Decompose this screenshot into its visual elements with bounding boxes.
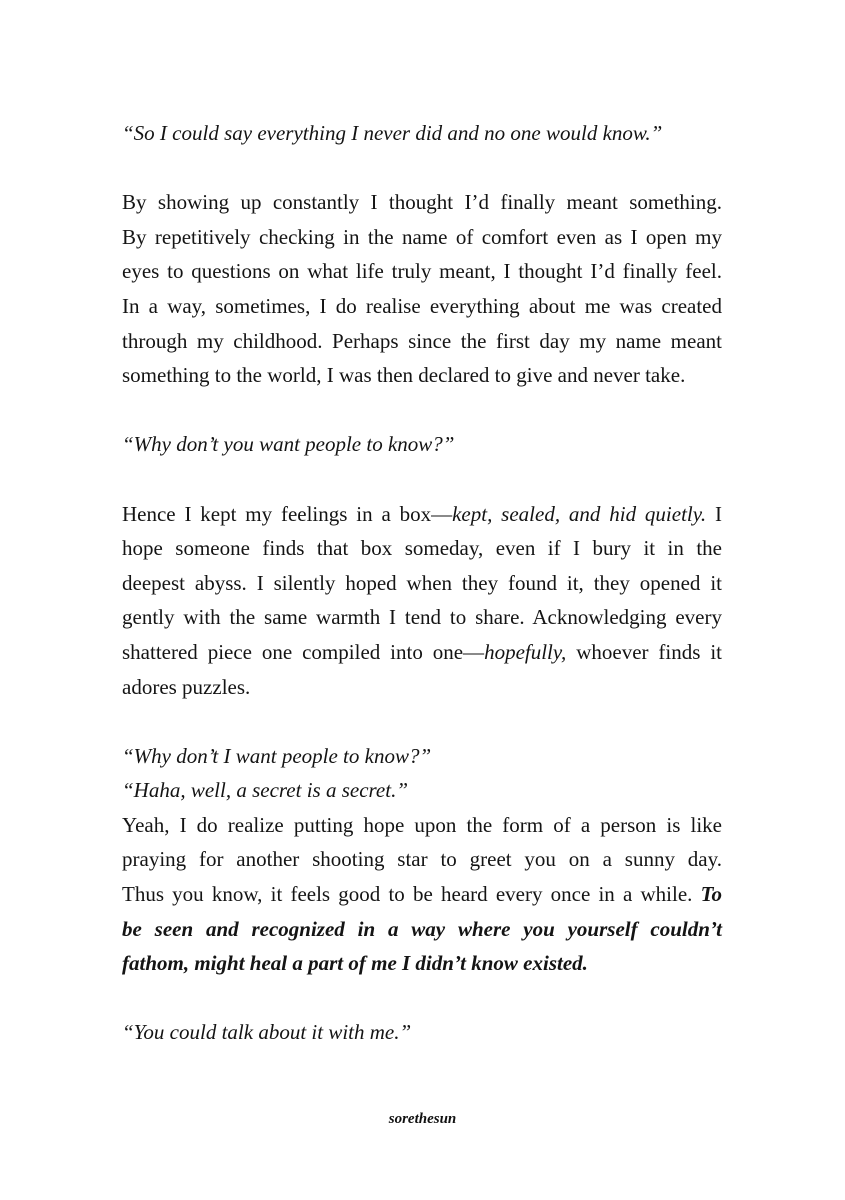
paragraph-line: By repetitively checking in the name of comfort even as I open my — [122, 224, 722, 249]
bold-italic-line: be seen and recognized in a way where you yourself couldn’t — [122, 916, 722, 941]
paragraph-gap — [122, 981, 722, 1016]
quote-line: “So I could say everything I never did and no one would know.” — [122, 121, 663, 145]
quote-line: “Haha, well, a secret is a secret.” — [122, 778, 409, 803]
paragraph-gap — [122, 151, 722, 186]
paragraph-gap — [122, 704, 722, 739]
paragraph-line — [122, 635, 722, 670]
paragraph-line: In a way, sometimes, I do realise everything about me was created — [122, 293, 722, 318]
text-run: I — [706, 501, 722, 526]
paragraph-line: hope someone finds that box someday, even if I bury it in the — [122, 536, 722, 561]
paragraph-line: gently with the same warmth I tend to share. Acknowledging every — [122, 605, 722, 630]
text-run: Thus you know, it feels good to be heard every once in a while. — [122, 882, 701, 907]
paragraph-line: through my childhood. Perhaps since the first day my name meant — [122, 328, 722, 353]
paragraph-line: adores puzzles. — [122, 674, 251, 699]
bold-italic-text-run: To — [700, 882, 722, 907]
quote-line: “Why don’t I want people to know?” — [122, 743, 432, 768]
paragraph-line — [122, 497, 722, 532]
paragraph-gap — [122, 462, 722, 497]
quote-line: “Why don’t you want people to know?” — [122, 432, 455, 457]
italic-text-run: kept, sealed, and hid quietly. — [452, 501, 707, 526]
italic-text-run: hopefully, — [484, 639, 567, 664]
bold-italic-line: fathom, might heal a part of me I didn’t know existed. — [122, 951, 588, 976]
paragraph-gap — [122, 393, 722, 428]
text-run: shattered piece one compiled into one— — [122, 639, 485, 664]
quote-line: “You could talk about it with me.” — [122, 1020, 412, 1045]
text-column — [122, 116, 722, 1050]
paragraph-line: By showing up constantly I thought I’d finally meant something. — [122, 190, 722, 215]
author-signature: sorethesun — [388, 1111, 457, 1127]
paragraph-line: something to the world, I was then declared to give and never take. — [122, 363, 686, 388]
text-run: Hence I kept my feelings in a box— — [122, 501, 453, 526]
paragraph-line: deepest abyss. I silently hoped when they found it, they opened it — [122, 570, 722, 595]
paragraph-line: praying for another shooting star to greet you on a sunny day. — [122, 847, 722, 872]
paragraph-line: eyes to questions on what life truly meant, I thought I’d finally feel. — [122, 259, 722, 284]
text-run: whoever finds it — [566, 639, 722, 664]
paragraph-line: Yeah, I do realize putting hope upon the form of a person is like — [122, 812, 722, 837]
paragraph-line — [122, 877, 722, 912]
